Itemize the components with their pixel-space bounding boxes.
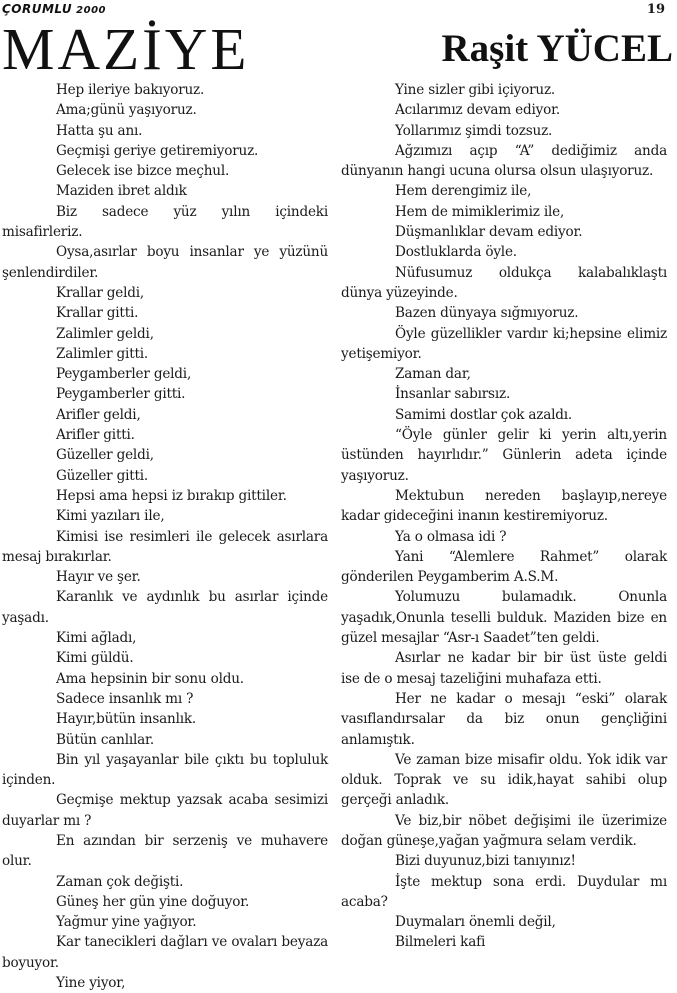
paragraph: Kimi ağladı, xyxy=(56,630,137,647)
paragraph: Duymaları önemli değil, xyxy=(395,914,556,931)
paragraph: Ya o olmasa idi ? xyxy=(395,528,507,545)
paragraph: Arifler geldi, xyxy=(56,406,141,423)
paragraph: Zaman çok değişti. xyxy=(56,873,184,890)
paragraph: “Öyle günler gelir ki yerin altı,yerin üstünden hayırlıdır.” Günlerin adeta içinde yaşıyoruz. xyxy=(341,427,667,484)
paragraph: Yollarımız şimdi tozsuz. xyxy=(395,122,553,139)
paragraph: Yağmur yine yağıyor. xyxy=(56,914,197,931)
paragraph: Bin yıl yaşayanlar bile çıktı bu topluluk içinden. xyxy=(2,751,328,789)
paragraph: Güzeller geldi, xyxy=(56,447,154,464)
paragraph: En azından bir serzeniş ve muhavere olur. xyxy=(2,832,328,870)
paragraph: Acılarımız devam ediyor. xyxy=(395,102,561,119)
article-author: Raşit YÜCEL xyxy=(441,27,673,70)
paragraph: Geçmişe mektup yazsak acaba sesimizi duyarlar mı ? xyxy=(2,792,328,829)
paragraph: Zalimler gitti. xyxy=(56,345,148,362)
paragraph: Zaman dar, xyxy=(395,366,471,383)
paragraph: Sadece insanlık mı ? xyxy=(56,690,194,707)
paragraph: Geçmişi geriye getiremiyoruz. xyxy=(56,142,259,159)
paragraph: Hep ileriye bakıyoruz. xyxy=(56,82,205,98)
paragraph: Krallar gitti. xyxy=(56,305,139,322)
paragraph: Yine sizler gibi içiyoruz. xyxy=(395,82,556,98)
paragraph: Bütün canlılar. xyxy=(56,731,154,748)
paragraph: Ve zaman bize misafir oldu. Yok idik var olduk. Toprak ve su idik,hayat sahibi olup gerçeği anladık. xyxy=(341,751,667,809)
paragraph: Ve biz,bir nöbet değişimi ile üzerimize doğan güneşe,yağan yağmura selam verdik. xyxy=(341,812,667,849)
paragraph: Düşmanlıklar devam ediyor. xyxy=(395,224,583,241)
paragraph: Karanlık ve aydınlık bu asırlar içinde yaşadı. xyxy=(2,589,328,626)
paragraph: Hem derengimiz ile, xyxy=(395,183,532,200)
paragraph: Samimi dostlar çok azaldı. xyxy=(395,406,573,423)
paragraph: Maziden ibret aldık xyxy=(56,183,187,200)
page-number: 19 xyxy=(646,2,665,17)
paragraph: Hem de mimiklerimiz ile, xyxy=(395,203,565,220)
paragraph: Hatta şu anı. xyxy=(56,122,143,139)
paragraph: Ağzımızı açıp “A” dediğimiz anda dünyanın hangi ucuna olursa olsun ulaşıyoruz. xyxy=(341,142,667,180)
paragraph: Kar tanecikleri dağları ve ovaları beyaza boyuyor. xyxy=(2,934,328,971)
paragraph: Dostluklarda öyle. xyxy=(395,244,517,261)
paragraph: Yani “Alemlere Rahmet” olarak gönderilen Peygamberim A.S.M. xyxy=(341,548,667,586)
paragraph: Kimi güldü. xyxy=(56,650,134,667)
paragraph: Kimi yazıları ile, xyxy=(56,508,165,525)
article-title: MAZİYE xyxy=(2,16,250,82)
paragraph: Her ne kadar o mesajı “eski” olarak vasıflandırsalar da biz onun gençliğini anlamıştık. xyxy=(341,690,667,748)
paragraph: Peygamberler geldi, xyxy=(56,366,192,383)
publication-year: 2000 xyxy=(76,5,107,16)
paragraph: Yine yiyor, xyxy=(56,975,126,992)
paragraph: Bizi duyunuz,bizi tanıyınız! xyxy=(395,853,576,870)
paragraph: Zalimler geldi, xyxy=(56,325,154,342)
paragraph: Bilmeleri kafi xyxy=(395,934,486,951)
paragraph: Bazen dünyaya sığmıyoruz. xyxy=(395,305,579,322)
paragraph: İnsanlar sabırsız. xyxy=(395,386,511,403)
paragraph: Oysa,asırlar boyu insanlar ye yüzünü şenlendirdiler. xyxy=(2,244,328,281)
paragraph: Kimisi ise resimleri ile gelecek asırlara mesaj bırakırlar. xyxy=(2,528,328,565)
publication-header xyxy=(2,2,106,16)
paragraph: Asırlar ne kadar bir bir üst üste geldi ise de o mesaj tazeliğini muhafaza etti. xyxy=(341,650,667,687)
right-text-column xyxy=(341,80,667,953)
paragraph: İşte mektup sona erdi. Duydular mı acaba? xyxy=(341,873,667,910)
paragraph: Mektubun nereden başlayıp,nereye kadar gideceğini inanın kestiremiyoruz. xyxy=(341,487,667,525)
publication-name: ÇORUMLU xyxy=(2,2,73,16)
paragraph: Peygamberler gitti. xyxy=(56,386,186,403)
paragraph: Hepsi ama hepsi iz bırakıp gittiler. xyxy=(56,487,287,504)
paragraph: Krallar geldi, xyxy=(56,284,145,301)
left-text-column xyxy=(2,80,328,993)
paragraph: Ama;günü yaşıyoruz. xyxy=(56,102,197,119)
paragraph: Hayır ve şer. xyxy=(56,569,141,586)
paragraph: Öyle güzellikler vardır ki;hepsine elimiz yetişemiyor. xyxy=(341,325,667,362)
paragraph: Güzeller gitti. xyxy=(56,467,149,484)
paragraph: Güneş her gün yine doğuyor. xyxy=(56,893,250,910)
paragraph: Hayır,bütün insanlık. xyxy=(56,711,197,728)
paragraph: Biz sadece yüz yılın içindeki misafirleriz. xyxy=(2,203,328,241)
paragraph: Gelecek ise bizce meçhul. xyxy=(56,163,230,180)
paragraph: Ama hepsinin bir sonu oldu. xyxy=(56,670,244,687)
paragraph: Yolumuzu bulamadık. Onunla yaşadık,Onunla teselli bulduk. Maziden bize en güzel mesajlar “Asr-ı Saadet”ten geldi. xyxy=(341,589,667,647)
paragraph: Arifler gitti. xyxy=(56,427,135,444)
paragraph: Nüfusumuz oldukça kalabalıklaştı dünya yüzeyinde. xyxy=(341,264,667,301)
